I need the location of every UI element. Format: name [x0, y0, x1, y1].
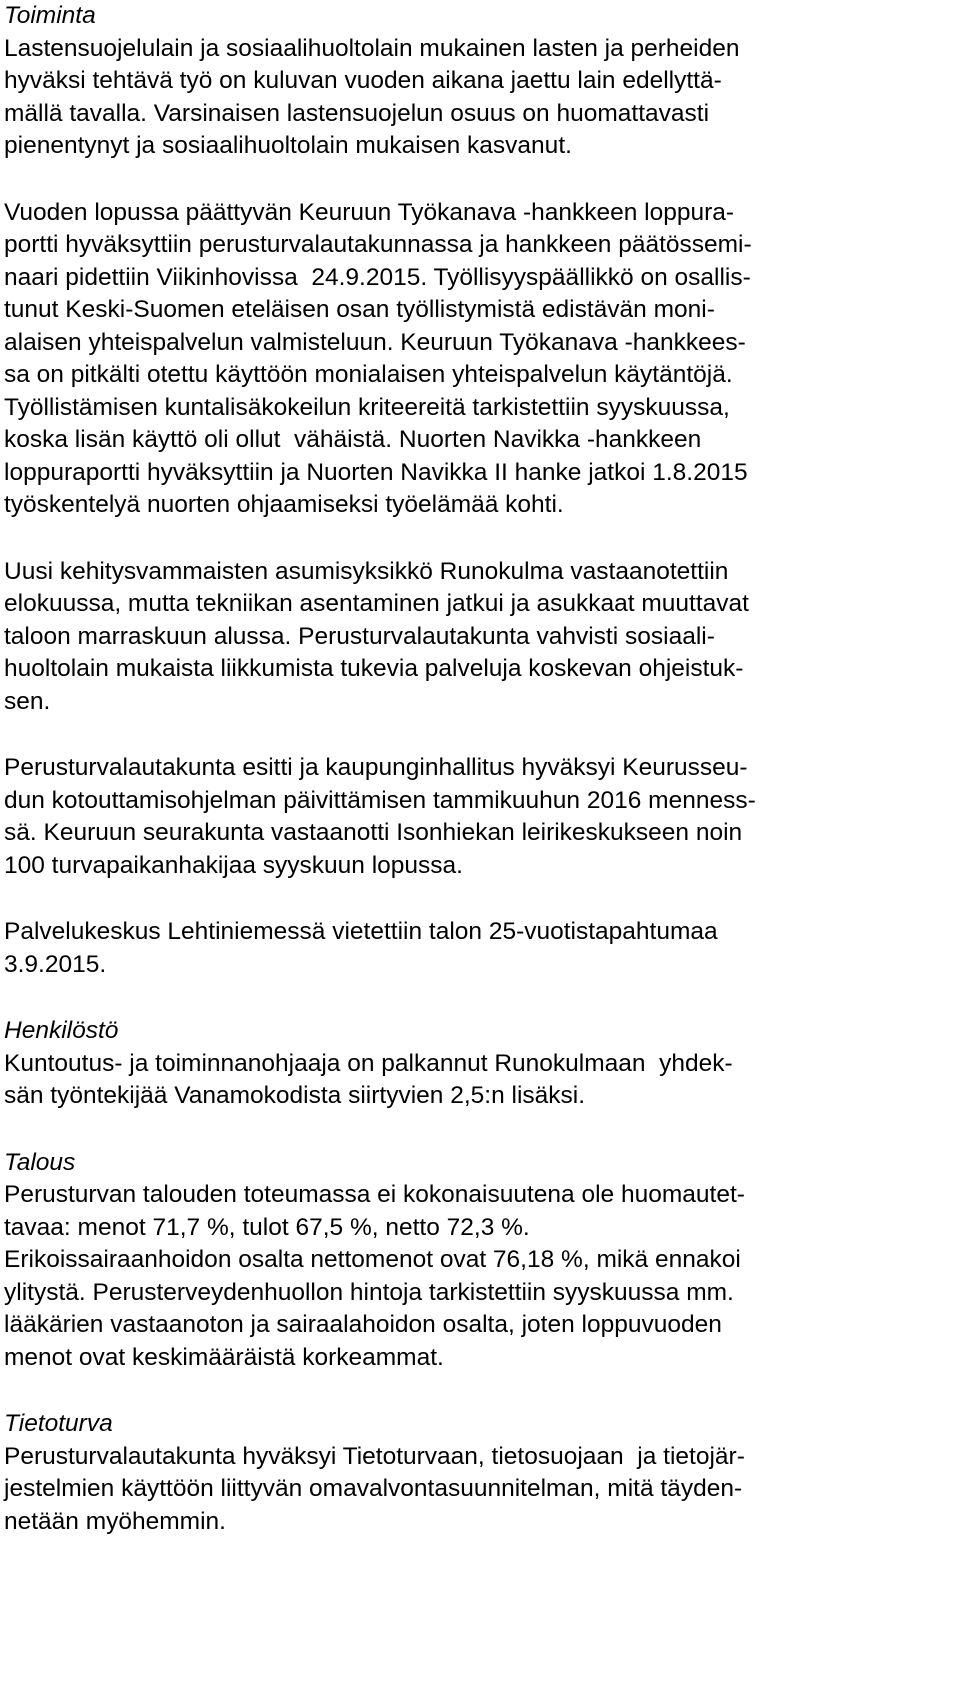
text-line: portti hyväksyttiin perusturvalautakunnassa ja hankkeen päätössemi-: [4, 231, 752, 258]
text-line: tavaa: menot 71,7 %, tulot 67,5 %, netto 72,3 %.: [4, 1213, 530, 1241]
paragraph: [4, 33, 954, 163]
section-toiminta: [4, 0, 954, 981]
text-line: Työllistämisen kuntalisäkokeilun kriteereitä tarkistettiin syyskuussa,: [4, 393, 730, 421]
section-gap: [4, 1113, 954, 1147]
paragraph-gap: [4, 522, 954, 556]
text-line: koska lisän käyttö oli ollut vähäistä. Nuorten Navikka -hankkeen: [4, 426, 702, 453]
text-line: Lastensuojelulain ja sosiaalihuoltolain mukainen lasten ja perheiden: [4, 34, 740, 62]
text-line: jestelmien käyttöön liittyvän omavalvontasuunnitelman, mitä täyden-: [4, 1475, 743, 1502]
text-line: dun kotouttamisohjelman päivittämisen tammikuuhun 2016 menness-: [4, 786, 756, 814]
text-line: mällä tavalla. Varsinaisen lastensuojelun osuus on huomattavasti: [4, 99, 710, 127]
paragraph: [4, 197, 954, 522]
section-heading: Talous: [4, 1148, 76, 1176]
text-line: Perusturvan talouden toteumassa ei kokonaisuutena ole huomautet-: [4, 1181, 745, 1208]
document-page: [4, 0, 954, 1538]
text-line: Palvelukeskus Lehtiniemessä vietettiin talon 25-vuotistapahtumaa: [4, 918, 718, 945]
text-line: 3.9.2015.: [4, 950, 107, 978]
text-line: 100 turvapaikanhakijaa syyskuun lopussa.: [4, 851, 463, 879]
text-line: sä. Keuruun seurakunta vastaanotti Isonhiekan leirikeskukseen noin: [4, 819, 743, 846]
paragraph-gap: [4, 882, 954, 916]
text-line: menot ovat keskimääräistä korkeammat.: [4, 1343, 444, 1371]
paragraph-gap: [4, 163, 954, 197]
section-tietoturva: [4, 1408, 954, 1538]
section-talous: [4, 1147, 954, 1375]
section-henkilosto: [4, 1015, 954, 1113]
text-line: ylitystä. Perusterveydenhuollon hintoja tarkistettiin syyskuussa mm.: [4, 1278, 734, 1306]
section-gap: [4, 981, 954, 1015]
text-line: hyväksi tehtävä työ on kuluvan vuoden aikana jaettu lain edellyttä-: [4, 67, 722, 94]
text-line: alaisen yhteispalvelun valmisteluun. Keuruun Työkanava -hankkees-: [4, 328, 746, 356]
text-line: pienentynyt ja sosiaalihuoltolain mukaisen kasvanut.: [4, 132, 572, 159]
paragraph: [4, 556, 954, 719]
paragraph: [4, 1441, 954, 1539]
text-line: Vuoden lopussa päättyvän Keuruun Työkanava -hankkeen loppura-: [4, 198, 735, 226]
text-line: netään myöhemmin.: [4, 1507, 226, 1535]
text-line: Perusturvalautakunta esitti ja kaupunginhallitus hyväksyi Keurusseu-: [4, 754, 748, 781]
section-gap: [4, 1374, 954, 1408]
text-line: loppuraportti hyväksyttiin ja Nuorten Navikka II hanke jatkoi 1.8.2015: [4, 458, 748, 486]
paragraph: [4, 916, 954, 981]
text-line: sän työntekijää Vanamokodista siirtyvien 2,5:n lisäksi.: [4, 1082, 586, 1109]
text-line: naari pidettiin Viikinhovissa 24.9.2015. Työllisyyspäällikkö on osallis-: [4, 263, 751, 291]
text-line: tunut Keski-Suomen eteläisen osan työllistymistä edistävän moni-: [4, 296, 715, 323]
paragraph: [4, 1179, 954, 1374]
section-heading: Tietoturva: [4, 1410, 113, 1437]
section-heading: Henkilöstö: [4, 1017, 119, 1044]
text-line: lääkärien vastaanoton ja sairaalahoidon osalta, joten loppuvuoden: [4, 1311, 722, 1338]
text-line: huoltolain mukaista liikkumista tukevia palveluja koskevan ohjeistuk-: [4, 655, 744, 682]
paragraph: [4, 752, 954, 882]
text-line: elokuussa, mutta tekniikan asentaminen jatkui ja asukkaat muuttavat: [4, 590, 749, 617]
paragraph: [4, 1048, 954, 1113]
section-heading: Toiminta: [4, 2, 96, 29]
text-line: sen.: [4, 687, 51, 715]
text-line: sa on pitkälti otettu käyttöön monialaisen yhteispalvelun käytäntöjä.: [4, 361, 733, 388]
paragraph-gap: [4, 718, 954, 752]
text-line: taloon marraskuun alussa. Perusturvalautakunta vahvisti sosiaali-: [4, 622, 715, 650]
text-line: Erikoissairaanhoidon osalta nettomenot ovat 76,18 %, mikä ennakoi: [4, 1246, 741, 1273]
text-line: Perusturvalautakunta hyväksyi Tietoturvaan, tietosuojaan ja tietojär-: [4, 1442, 745, 1470]
text-line: Kuntoutus- ja toiminnanohjaaja on palkannut Runokulmaan yhdek-: [4, 1049, 733, 1077]
text-line: työskentelyä nuorten ohjaamiseksi työelämää kohti.: [4, 491, 564, 518]
text-line: Uusi kehitysvammaisten asumisyksikkö Runokulma vastaanotettiin: [4, 557, 729, 585]
